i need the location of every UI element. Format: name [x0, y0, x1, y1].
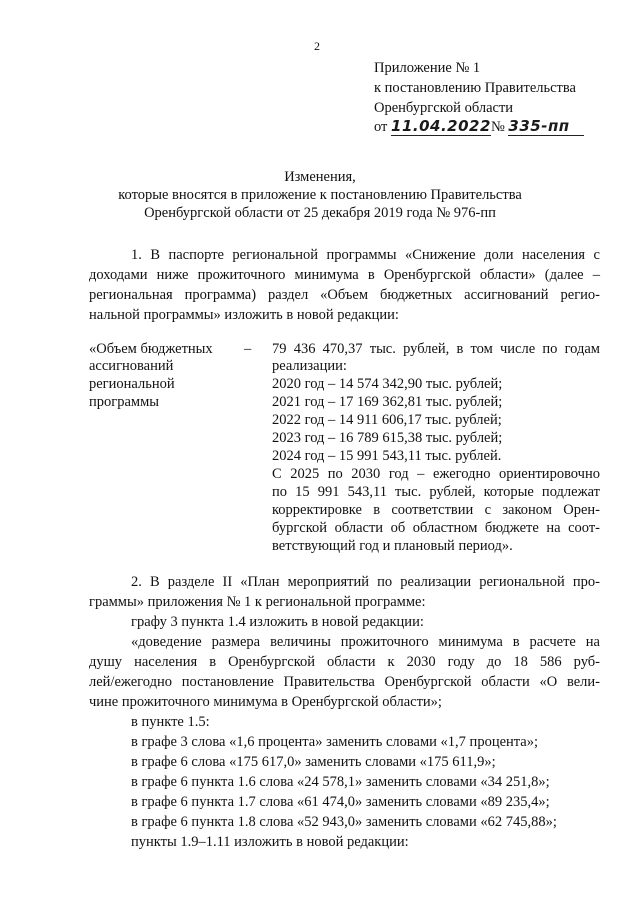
paragraph-2-line-5: душу населения в Оренбургской области к 2030 году до 18 586 руб-: [89, 654, 600, 670]
paragraph-2-line-6: лей/ежегодно постановление Правительства Оренбургской области «О вели-: [89, 674, 600, 690]
title-line-3: Оренбургской области от 25 декабря 2019 года № 976-пп: [144, 205, 496, 221]
title-line-2: которые вносятся в приложение к постановлению Правительства: [118, 187, 522, 203]
budget-value-line-6: 2023 год – 16 789 615,38 тыс. рублей;: [272, 430, 503, 446]
paragraph-2-line-10: в графе 6 слова «175 617,0» заменить словами «175 611,9»;: [131, 754, 496, 770]
page-number: 2: [314, 39, 320, 53]
title-line-1: Изменения,: [284, 169, 356, 185]
paragraph-2-line-13: в графе 6 пункта 1.8 слова «52 943,0» заменить словами «62 745,88»;: [131, 814, 557, 830]
paragraph-2-line-7: чине прожиточного минимума в Оренбургской области»;: [89, 694, 442, 710]
budget-label-line-1: «Объем бюджетных: [89, 341, 213, 357]
paragraph-2-line-14: пункты 1.9–1.11 изложить в новой редакции:: [131, 834, 409, 850]
appendix-line-2: к постановлению Правительства: [374, 80, 576, 96]
budget-value-line-7: 2024 год – 15 991 543,11 тыс. рублей.: [272, 448, 502, 464]
paragraph-2-line-9: в графе 3 слова «1,6 процента» заменить словами «1,7 процента»;: [131, 734, 538, 750]
budget-value-line-1: 79 436 470,37 тыс. рублей, в том числе по годам: [272, 341, 600, 357]
appendix-from-label: от: [374, 119, 388, 135]
budget-value-line-4: 2021 год – 17 169 362,81 тыс. рублей;: [272, 394, 503, 410]
handwritten-number: 335-пп: [508, 117, 583, 136]
paragraph-2-line-8: в пункте 1.5:: [131, 714, 210, 730]
paragraph-2-line-2: граммы» приложения № 1 к региональной программе:: [89, 594, 426, 610]
paragraph-2-line-4: «доведение размера величины прожиточного минимума в расчете на: [131, 634, 600, 650]
paragraph-1-line-3: региональная программа) раздел «Объем бюджетных ассигнований регио-: [89, 287, 600, 303]
appendix-line-3: Оренбургской области: [374, 100, 514, 116]
handwritten-date: 11.04.2022: [391, 117, 491, 135]
budget-value-line-9: по 15 991 543,11 тыс. рублей, которые подлежат: [272, 484, 600, 500]
budget-value-line-2: реализации:: [272, 358, 347, 374]
budget-value-line-5: 2022 год – 14 911 606,17 тыс. рублей;: [272, 412, 502, 428]
paragraph-1-line-4: нальной программы» изложить в новой редакции:: [89, 307, 399, 323]
budget-value-line-10: корректировке в соответствии с законом Орен-: [272, 502, 600, 518]
budget-value-line-8: С 2025 по 2030 год – ежегодно ориентировочно: [272, 466, 600, 482]
budget-label-line-3: региональной: [89, 376, 175, 392]
paragraph-2-line-11: в графе 6 пункта 1.6 слова «24 578,1» заменить словами «34 251,8»;: [131, 774, 550, 790]
paragraph-1-line-1: 1. В паспорте региональной программы «Снижение доли населения с: [131, 247, 600, 263]
paragraph-1-line-2: доходами ниже прожиточного минимума в Оренбургской области» (далее –: [89, 267, 600, 283]
budget-value-line-12: ветствующий год и плановый период».: [272, 538, 513, 554]
paragraph-2-line-1: 2. В разделе II «План мероприятий по реализации региональной про-: [131, 574, 600, 590]
paragraph-2-line-12: в графе 6 пункта 1.7 слова «61 474,0» заменить словами «89 235,4»;: [131, 794, 550, 810]
budget-dash: –: [244, 341, 252, 357]
budget-value-line-11: бургской области об областном бюджете на соот-: [272, 520, 600, 536]
paragraph-2-line-3: графу 3 пункта 1.4 изложить в новой редакции:: [131, 614, 424, 630]
number-sign: №: [490, 119, 505, 135]
appendix-date-line: [374, 117, 584, 137]
budget-value-line-3: 2020 год – 14 574 342,90 тыс. рублей;: [272, 376, 503, 392]
budget-label-line-2: ассигнований: [89, 358, 174, 374]
appendix-line-1: Приложение № 1: [374, 60, 481, 76]
budget-label-line-4: программы: [89, 394, 159, 410]
